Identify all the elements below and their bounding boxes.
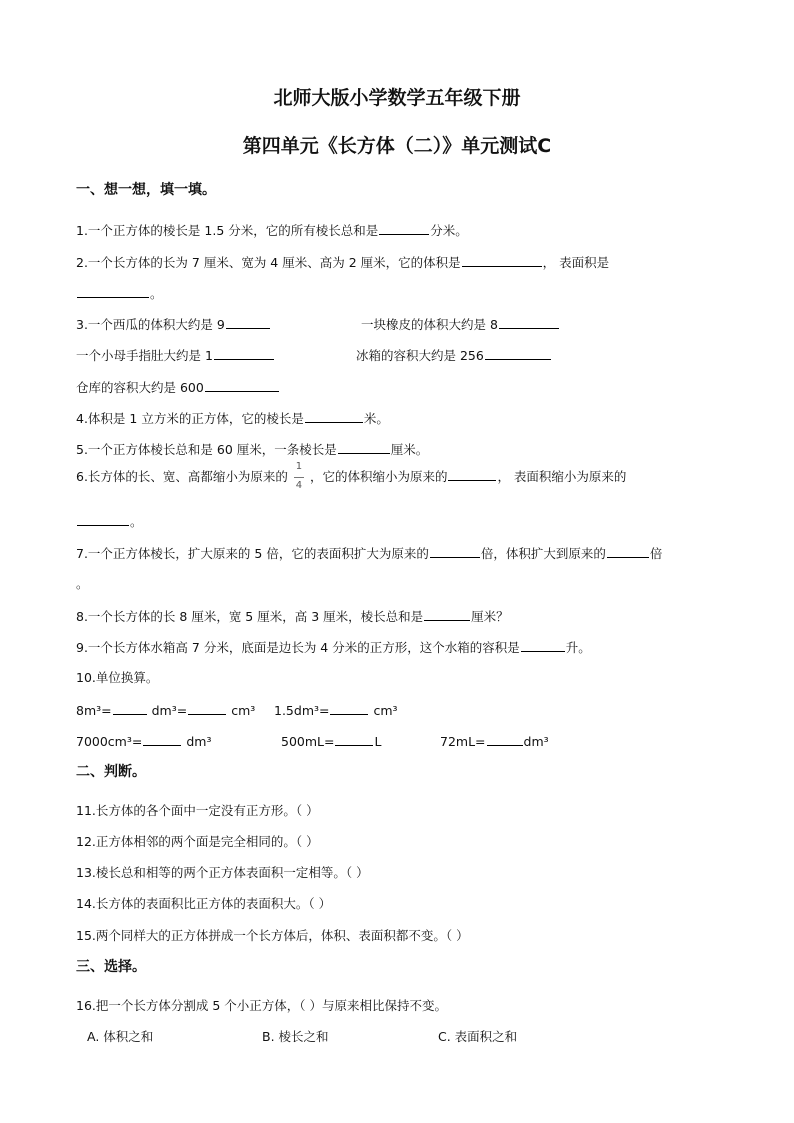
question-text: ，它的体积缩小为原来的 — [309, 469, 448, 484]
question-text: 一个小母手指肚大约是 1 — [76, 348, 213, 363]
question-text: 72mL= — [440, 734, 486, 749]
section-heading-judge: 二、判断。 — [76, 764, 146, 780]
section-heading-choice: 三、选择。 — [76, 959, 146, 975]
question-text: 8.一个长方体的长 8 厘米，宽 5 厘米，高 3 厘米，棱长总和是 — [76, 609, 424, 624]
fraction-numerator: 1 — [295, 460, 303, 472]
question-text: L — [374, 734, 382, 749]
question-text: dm³= — [151, 703, 188, 718]
fraction-denominator: 4 — [295, 479, 303, 491]
conversion-row-2b — [281, 733, 381, 750]
question-text: 2.一个长方体的长为 7 厘米、宽为 4 厘米、高为 2 厘米，它的体积是 — [76, 255, 461, 270]
question-10-title: 10.单位换算。 — [76, 670, 159, 685]
judge-question: 14.长方体的表面积比正方体的表面积大。（ ） — [76, 896, 332, 911]
answer-blank[interactable] — [338, 441, 390, 454]
question-text: 米。 — [363, 411, 389, 426]
judge-question: 15.两个同样大的正方体拼成一个长方体后，体积、表面积都不变。（ ） — [76, 928, 469, 943]
question-1 — [76, 222, 468, 239]
question-text: cm³ — [373, 703, 398, 718]
question-2 — [76, 254, 609, 271]
question-4 — [76, 410, 389, 427]
question-text: 500mL= — [281, 734, 335, 749]
question-text: 倍，体积扩大到原来的 — [480, 546, 606, 561]
question-text: 1.一个正方体的棱长是 1.5 分米，它的所有棱长总和是 — [76, 223, 379, 238]
answer-blank[interactable] — [487, 733, 523, 746]
question-3-part-watermelon — [76, 316, 271, 333]
answer-blank[interactable] — [424, 608, 470, 621]
page-subtitle: 第四单元《长方体（二）》单元测试C — [242, 135, 552, 157]
question-text: 厘米。 — [390, 442, 429, 457]
section-heading-fill-in: 一、想一想，填一填。 — [76, 182, 216, 198]
question-8 — [76, 608, 509, 625]
answer-blank[interactable] — [499, 316, 559, 329]
answer-blank[interactable] — [143, 733, 181, 746]
conversion-row-1a — [76, 702, 255, 719]
page-title: 北师大版小学数学五年级下册 — [273, 87, 521, 109]
conversion-row-2a — [76, 733, 211, 750]
question-text: ， 表面积是 — [542, 255, 610, 270]
question-9 — [76, 639, 591, 656]
answer-blank[interactable] — [214, 347, 274, 360]
answer-blank[interactable] — [77, 513, 129, 526]
judge-question: 11.长方体的各个面中一定没有正方形。（ ） — [76, 803, 319, 818]
answer-blank[interactable] — [205, 379, 279, 392]
question-text: 8m³= — [76, 703, 112, 718]
answer-blank[interactable] — [226, 316, 270, 329]
conversion-row-1b — [274, 702, 398, 719]
judge-question: 12.正方体相邻的两个面是完全相同的。（ ） — [76, 834, 319, 849]
question-text: 分米。 — [430, 223, 468, 238]
answer-blank[interactable] — [305, 410, 363, 423]
answer-blank[interactable] — [330, 702, 368, 715]
answer-blank[interactable] — [188, 702, 226, 715]
question-7-continued — [76, 576, 89, 592]
question-7 — [76, 545, 662, 562]
question-text: 4.体积是 1 立方米的正方体，它的棱长是 — [76, 411, 304, 426]
answer-blank[interactable] — [430, 545, 480, 558]
answer-blank[interactable] — [607, 545, 649, 558]
question-text: 1.5dm³= — [274, 703, 330, 718]
question-text: 7000cm³= — [76, 734, 143, 749]
question-text: 3.一个西瓜的体积大约是 9 — [76, 317, 225, 332]
question-3-part-eraser — [361, 316, 560, 333]
answer-blank[interactable] — [448, 468, 496, 481]
conversion-row-2c — [440, 733, 549, 750]
option-b[interactable]: B. 棱长之和 — [262, 1029, 329, 1044]
option-a[interactable]: A. 体积之和 — [87, 1029, 154, 1044]
question-text: dm³ — [523, 734, 549, 749]
question-5 — [76, 441, 428, 458]
choice-question-16: 16.把一个长方体分割成 5 个小正方体，（ ）与原来相比保持不变。 — [76, 998, 448, 1013]
answer-blank[interactable] — [521, 639, 565, 652]
question-text: 9.一个长方体水箱高 7 分米，底面是边长为 4 分米的正方形，这个水箱的容积是 — [76, 640, 520, 655]
question-3-part-fridge — [356, 347, 552, 364]
question-text: 7.一个正方体棱长，扩大原来的 5 倍，它的表面积扩大为原来的 — [76, 546, 429, 561]
question-text: 一块橡皮的体积大约是 8 — [361, 317, 498, 332]
question-text: 。 — [150, 286, 163, 301]
fraction-bar — [294, 477, 304, 478]
answer-blank[interactable] — [77, 285, 149, 298]
question-text: 升。 — [565, 640, 591, 655]
question-text: 冰箱的容积大约是 256 — [356, 348, 484, 363]
question-text: dm³ — [186, 734, 212, 749]
question-3-part-warehouse — [76, 379, 280, 396]
question-6-continued — [76, 513, 143, 530]
answer-blank[interactable] — [379, 222, 429, 235]
answer-blank[interactable] — [113, 702, 147, 715]
judge-question: 13.棱长总和相等的两个正方体表面积一定相等。（ ） — [76, 865, 369, 880]
option-c[interactable]: C. 表面积之和 — [438, 1029, 518, 1044]
question-2-continued — [76, 285, 163, 302]
fraction-one-quarter — [292, 461, 306, 495]
question-text: 6.长方体的长、宽、高都缩小为原来的 — [76, 469, 288, 484]
question-6 — [76, 460, 626, 495]
answer-blank[interactable] — [462, 254, 542, 267]
question-text: 。 — [130, 514, 143, 529]
question-text: ， 表面积缩小为原来的 — [497, 469, 627, 484]
answer-blank[interactable] — [485, 347, 551, 360]
question-text: 倍 — [649, 546, 663, 561]
question-text: 5.一个正方体棱长总和是 60 厘米，一条棱长是 — [76, 442, 337, 457]
question-text: 厘米？ — [471, 609, 509, 624]
question-text: 仓库的容积大约是 600 — [76, 380, 204, 395]
question-text: 。 — [76, 576, 89, 591]
question-3-part-fingertip — [76, 347, 275, 364]
answer-blank[interactable] — [335, 733, 373, 746]
question-text: cm³ — [231, 703, 256, 718]
